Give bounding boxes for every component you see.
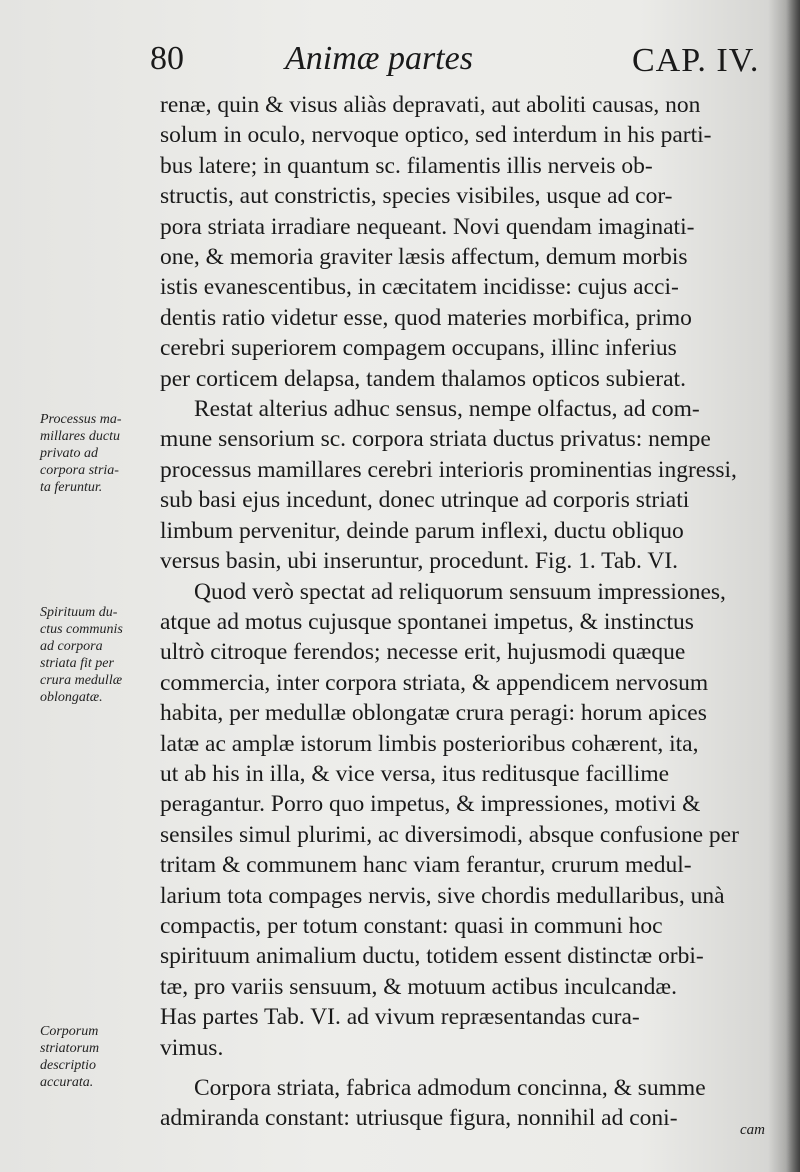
text-line: istis evanescentibus, in cæcitatem incidisse: cujus acci- [160,274,679,301]
marginal-line: ctus communis [40,622,123,637]
text-line: versus basin, ubi inseruntur, procedunt. Fig. 1. Tab. VI. [160,548,679,575]
marginal-line: accurata. [40,1075,94,1090]
text-line: mune sensorium sc. corpora striata ductus privatus: nempe [160,426,711,453]
text-line: sensiles simul plurimi, ac diversimodi, absque confusione per [160,821,739,848]
text-line: one, & memoria graviter læsis affectum, demum morbis [160,244,688,271]
text-line: per corticem delapsa, tandem thalamos opticos subierat. [160,365,686,392]
marginal-line: striata fit per [40,656,114,671]
text-line: commercia, inter corpora striata, & appendicem nervosum [160,669,709,696]
marginal-line: crura medullæ [40,673,123,688]
page-number: 80 [150,40,184,77]
text-line: habita, per medullæ oblongatæ crura peragi: horum apices [160,700,707,727]
marginal-line: ta feruntur. [40,480,103,495]
text-line: limbum pervenitur, deinde parum inflexi, ductu obliquo [160,517,684,544]
marginal-line: Processus ma- [40,412,122,427]
marginal-line: ad corpora [40,639,103,654]
marginal-line: Spirituum du- [40,605,118,620]
text-line: tritam & communem hanc viam ferantur, crurum medul- [160,852,692,879]
text-line: vimus. [160,1034,224,1061]
running-header [0,38,800,98]
text-line: sub basi ejus incedunt, donec utrinque ad corporis striati [160,487,690,514]
text-line: latæ ac amplæ istorum limbis posterioribus cohærent, ita, [160,730,699,757]
marginal-note-olfactory [40,411,155,496]
text-line: pora striata irradiare nequeant. Novi quendam imaginati- [160,213,695,240]
text-line: admiranda constant: utriusque figura, nonnihil ad coni- [160,1105,678,1132]
marginal-line: oblongatæ. [40,690,103,705]
text-line: solum in oculo, nervoque optico, sed interdum in his parti- [160,122,712,149]
text-line: Has partes Tab. VI. ad vivum repræsentandas cura- [160,1004,640,1031]
text-line: bus latere; in quantum sc. filamentis illis nerveis ob- [160,152,653,179]
running-title: Animæ partes [285,40,473,77]
marginal-line: Corporum [40,1024,99,1039]
text-line: processus mamillares cerebri interioris prominentias ingressi, [160,456,737,483]
paragraph-start-line: Quod verò spectat ad reliquorum sensuum impressiones, [194,578,726,605]
text-line: ut ab his in illa, & vice versa, itus reditusque facillime [160,760,670,787]
text-line: structis, aut constrictis, species visibiles, usque ad cor- [160,183,673,210]
text-line: larium tota compages nervis, sive chordis medullaribus, unà [160,882,725,909]
text-line: cerebri superiorem compagem occupans, illinc inferius [160,335,677,362]
text-line: compactis, per totum constant: quasi in communi hoc [160,912,663,939]
main-text [160,90,770,1134]
text-line: tæ, pro variis sensuum, & motuum actibus inculcandæ. [160,973,677,1000]
marginal-line: privato ad [40,446,98,461]
text-line: spirituum animalium ductu, totidem essent distinctæ orbi- [160,943,704,970]
chapter-label: CAP. IV. [632,42,760,79]
text-line: ultrò citroque ferendos; necesse erit, hujusmodi quæque [160,639,686,666]
catchword: cam [740,1122,765,1138]
text-line: atque ad motus cujusque spontanei impetus, & instinctus [160,608,694,635]
marginal-line: millares ductu [40,429,120,444]
marginal-note-spirits [40,604,155,706]
text-line: peragantur. Porro quo impetus, & impressiones, motivi & [160,791,701,818]
marginal-line: descriptio [40,1058,96,1073]
paragraph-start-line: Corpora striata, fabrica admodum concinna, & summe [194,1075,706,1101]
paragraph-start-line: Restat alterius adhuc sensus, nempe olfactus, ad com- [194,396,700,423]
marginal-line: striatorum [40,1041,100,1056]
text-line: dentis ratio videtur esse, quod materies morbifica, primo [160,304,692,331]
marginal-note-corpora-striata [40,1023,155,1091]
marginal-line: corpora stria- [40,463,119,478]
text-line: renæ, quin & visus aliàs depravati, aut aboliti causas, non [160,92,701,118]
